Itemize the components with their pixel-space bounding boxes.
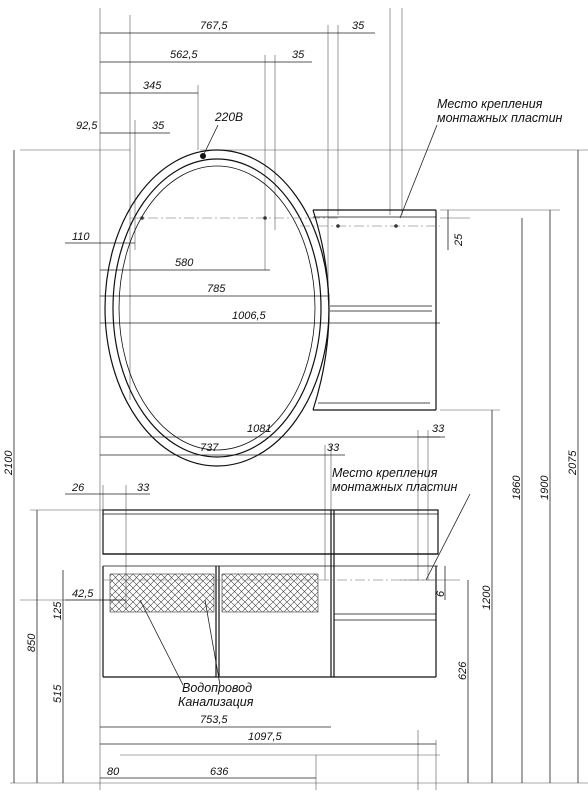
vanity-cabinet xyxy=(103,510,440,677)
mount-plates-label-top-1: Место крепления xyxy=(437,97,543,111)
dim-1860: 1860 xyxy=(511,475,523,500)
dim-25: 25 xyxy=(453,233,465,246)
dim-6: 6 xyxy=(435,590,447,597)
dim-125: 125 xyxy=(52,601,64,620)
dim-1900: 1900 xyxy=(539,475,551,500)
sewer-label: Канализация xyxy=(178,695,254,709)
dim-2075: 2075 xyxy=(567,450,579,475)
dim-767-5: 767,5 xyxy=(200,20,228,32)
water-label: Водопровод xyxy=(182,681,253,695)
pipes-callout xyxy=(140,600,254,709)
dim-785: 785 xyxy=(207,283,226,295)
mount-plates-callout-bottom xyxy=(332,466,470,580)
dim-35-c: 35 xyxy=(152,120,165,132)
dim-2100: 2100 xyxy=(3,450,15,475)
mount-plates-label-bottom-2: монтажных пластин xyxy=(332,480,458,494)
dim-33-a: 33 xyxy=(432,423,445,435)
dim-42-5: 42,5 xyxy=(72,588,94,600)
dim-33-c: 33 xyxy=(137,482,150,494)
dim-580: 580 xyxy=(175,257,194,269)
dim-80: 80 xyxy=(107,766,120,778)
power-label: 220В xyxy=(215,110,244,124)
dim-92-5: 92,5 xyxy=(76,120,98,132)
left-dimensions xyxy=(3,150,126,783)
dim-562-5: 562,5 xyxy=(170,49,198,61)
dim-1200: 1200 xyxy=(481,585,493,610)
dim-35-a: 35 xyxy=(352,20,365,32)
dim-850: 850 xyxy=(26,633,38,652)
mount-plates-label-top-2: монтажных пластин xyxy=(437,111,563,125)
mount-plates-callout-top xyxy=(400,97,563,218)
dim-753-5: 753,5 xyxy=(200,714,228,726)
dim-33-b: 33 xyxy=(327,442,340,454)
dim-636: 636 xyxy=(210,766,229,778)
dim-26: 26 xyxy=(72,482,85,494)
dim-1006-5: 1006,5 xyxy=(232,310,266,322)
wall-shelf xyxy=(300,210,465,410)
dim-110: 110 xyxy=(72,231,90,243)
dim-737: 737 xyxy=(200,442,219,454)
dim-626: 626 xyxy=(457,661,469,680)
top-dimensions xyxy=(65,20,445,494)
dim-1097-5: 1097,5 xyxy=(248,731,282,743)
bottom-dimensions xyxy=(100,714,436,778)
dim-345: 345 xyxy=(143,80,162,92)
dim-1081: 1081 xyxy=(247,423,272,435)
dim-515: 515 xyxy=(52,684,64,703)
dim-35-b: 35 xyxy=(292,49,305,61)
mount-plates-label-bottom-1: Место крепления xyxy=(332,466,438,480)
